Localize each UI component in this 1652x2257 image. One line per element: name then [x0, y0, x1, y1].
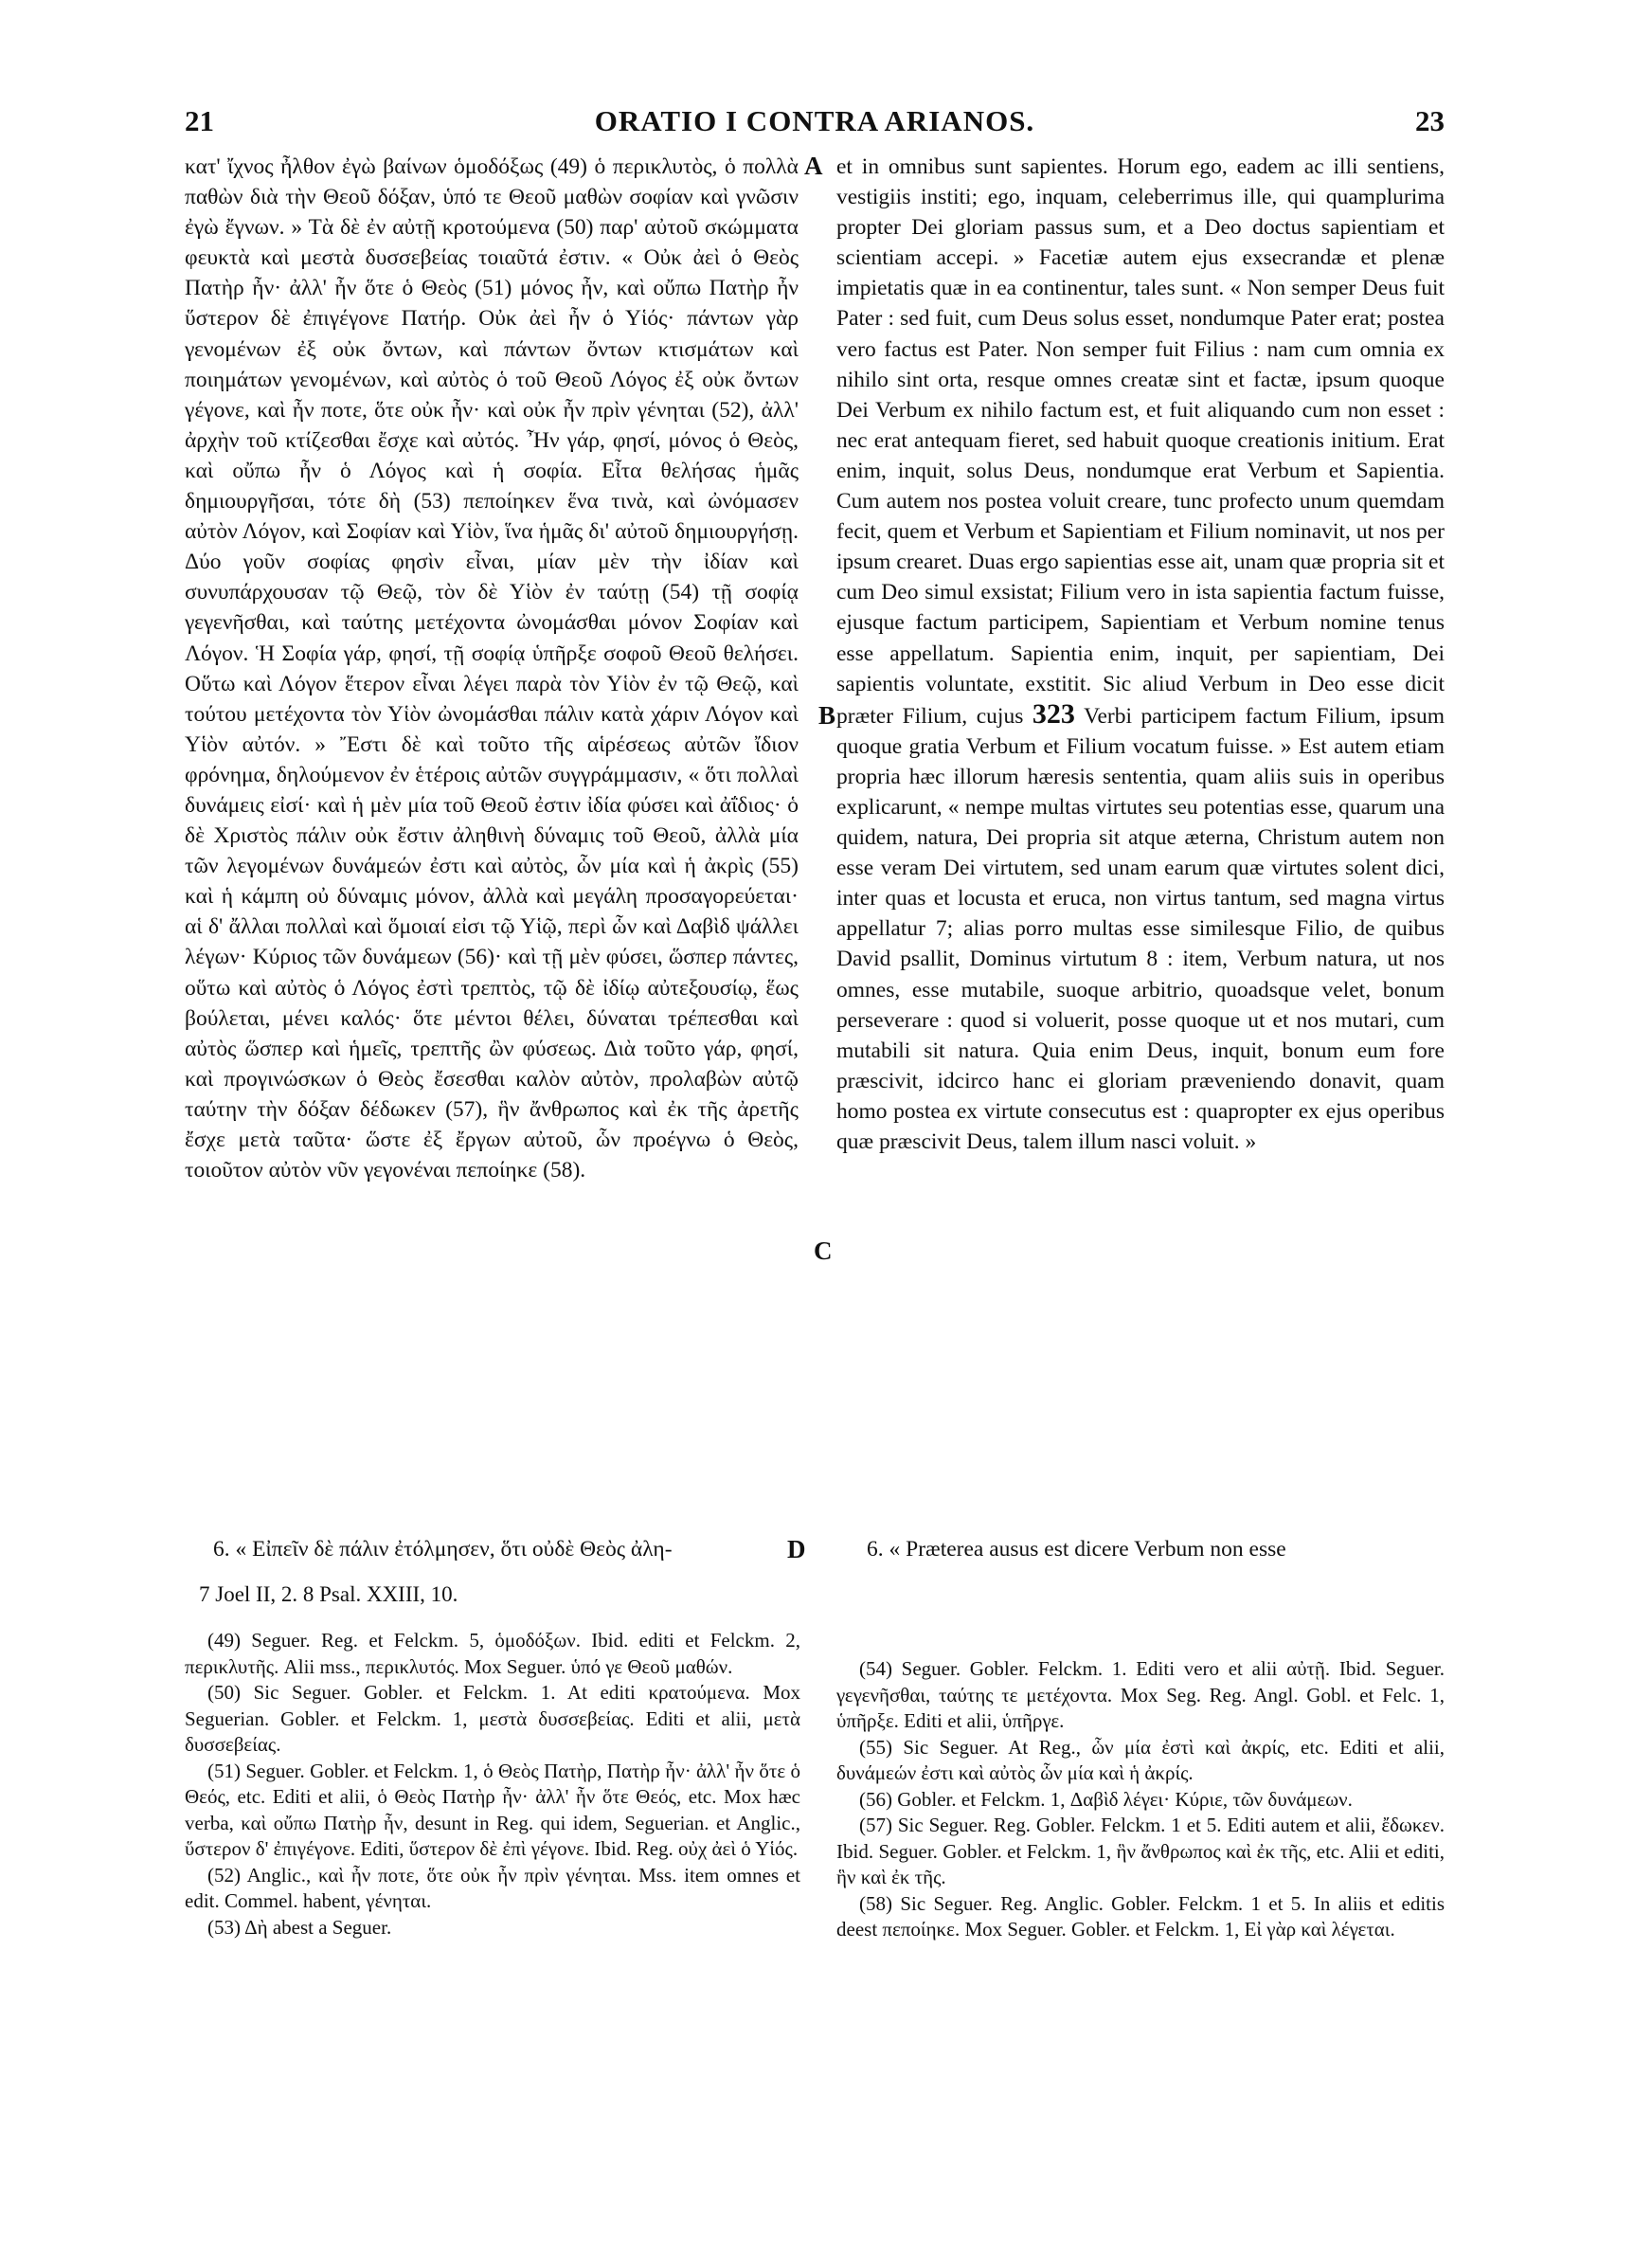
- page-number-left: 21: [185, 104, 214, 137]
- footnote: (51) Seguer. Gobler. et Felckm. 1, ὁ Θεὸς Πατὴρ, Πατὴρ ἦν· ἀλλ' ἦν ὅτε ὁ Θεός, etc. Editi et alii, ὁ Θεὸς Πατὴρ ἦν· ἀλλ' ἦν ὅτε Θεός, etc. Mox hæc verba, καὶ οὔπω Πατὴρ ἦν, desunt in Reg. qui idem, Seguerian. et Anglic., ὕστερον δ' ἐπιγέγονε. Editi, ὕστερον δὲ ἐπὶ γέγονε. Ibid. Reg. οὐχ ἀεὶ ὁ Υἱός.: [185, 1759, 800, 1860]
- inline-page-number: 323: [1032, 697, 1075, 730]
- page-number-right: 23: [1415, 104, 1445, 137]
- footnote: (56) Gobler. et Felckm. 1, Δαβὶδ λέγει· Κύριε, τῶν δυνάμεων.: [859, 1787, 1353, 1811]
- margin-letter-c: C: [814, 1237, 833, 1265]
- bible-references: 7 Joel II, 2. 8 Psal. XXIII, 10.: [199, 1582, 458, 1606]
- greek-paragraph: κατ' ἴχνος ἦλθον ἐγὼ βαίνων ὁμοδόξως (49) ὁ περικλυτὸς, ὁ πολλὰ παθὼν διὰ τὴν Θεοῦ δόξαν, ὑπό τε Θεοῦ μαθὼν σοφίαν καὶ γνῶσιν ἐγὼ ἔγνων. » Τὰ δὲ ἐν αὐτῇ κροτούμενα (50) παρ' αὐτοῦ σκώμματα φευκτὰ καὶ μεστὰ δυσσεβείας τοιαῦτά ἐστιν. « Οὐκ ἀεὶ ὁ Θεὸς Πατὴρ ἦν· ἀλλ' ἦν ὅτε ὁ Θεὸς (51) μόνος ἦν, καὶ οὔπω Πατὴρ ἦν ὕστερον δὲ ἐπιγέγονε Πατήρ. Οὐκ ἀεὶ ἦν ὁ Υἱός· πάντων γὰρ γενομένων ἐξ οὐκ ὄντων, καὶ πάντων ὄντων κτισμάτων καὶ ποιημάτων γενομένων, καὶ αὐτὸς ὁ τοῦ Θεοῦ Λόγος ἐξ οὐκ ὄντων γέγονε, καὶ ἦν ποτε, ὅτε οὐκ ἦν· καὶ οὐκ ἦν πρὶν γένηται (52), ἀλλ' ἀρχὴν τοῦ κτίζεσθαι ἔσχε καὶ αὐτός. Ἦν γάρ, φησί, μόνος ὁ Θεὸς, καὶ οὔπω ἦν ὁ Λόγος καὶ ἡ σοφία. Εἶτα θελήσας ἡμᾶς δημιουργῆσαι, τότε δὴ (53) πεποίηκεν ἕνα τινὰ, καὶ ὠνόμασεν αὐτὸν Λόγον, καὶ Σοφίαν καὶ Υἱὸν, ἵνα ἡμᾶς δι' αὐτοῦ δημιουργήσῃ. Δύο γοῦν σοφίας φησὶν εἶναι, μίαν μὲν τὴν ἰδίαν καὶ συνυπάρχουσαν τῷ Θεῷ, τὸν δὲ Υἱὸν ἐν ταύτῃ (54) τῇ σοφίᾳ γεγενῆσθαι, καὶ ταύτης μετέχοντα ὠνομάσθαι μόνον Σοφίαν καὶ Λόγον. Ἡ Σοφία γάρ, φησί, τῇ σοφίᾳ ὑπῆρξε σοφοῦ Θεοῦ θελήσει. Οὕτω καὶ Λόγον ἕτερον εἶναι λέγει παρὰ τὸν Υἱὸν ἐν τῷ Θεῷ, καὶ τούτου μετέχοντα τὸν Υἱὸν ὠνομάσθαι πάλιν κατὰ χάριν Λόγον καὶ Υἱὸν αὐτόν. » Ἔστι δὲ καὶ τοῦτο τῆς αἱρέσεως αὐτῶν ἴδιον φρόνημα, δηλούμενον ἐν ἑτέροις αὐτῶν συγγράμμασιν, « ὅτι πολλαὶ δυνάμεις εἰσί· καὶ ἡ μὲν μία τοῦ Θεοῦ ἐστιν ἰδία φύσει καὶ ἀΐδιος· ὁ δὲ Χριστὸς πάλιν οὐκ ἔστιν ἀληθινὴ δύναμις τοῦ Θεοῦ, ἀλλὰ μία τῶν λεγομένων δυνάμεών ἐστι καὶ αὐτὸς, ὧν μία καὶ ἡ ἀκρὶς (55) καὶ ἡ κάμπη οὐ δύναμις μόνον, ἀλλὰ καὶ μεγάλη προσαγορεύεται· αἱ δ' ἄλλαι πολλαὶ καὶ ὅμοιαί εἰσι τῷ Υἱῷ, περὶ ὧν καὶ Δαβὶδ ψάλλει λέγων· Κύριος τῶν δυνάμεων (56)· καὶ τῇ μὲν φύσει, ὥσπερ πάντες, οὕτω καὶ αὐτὸς ὁ Λόγος ἐστὶ τρεπτὸς, τῷ δὲ ἰδίῳ αὐτεξουσίῳ, ἕως βούλεται, μένει καλός· ὅτε μέντοι θέλει, δύναται τρέπεσθαι καὶ αὐτὸς ὥσπερ καὶ ἡμεῖς, τρεπτῆς ὢν φύσεως. Διὰ τοῦτο γάρ, φησί, καὶ προγινώσκων ὁ Θεὸς ἔσεσθαι καλὸν αὐτὸν, προλαβὼν αὐτῷ ταύτην τὴν δόξαν δέδωκεν (57), ἣν ἄνθρωπος καὶ ἐκ τῆς ἀρετῆς ἔσχε μετὰ ταῦτα· ὥστε ἐξ ἔργων αὐτοῦ, ὧν προέγνω ὁ Θεὸς, τοιοῦτον αὐτὸν νῦν γεγονέναι πεποίηκε (58).: [185, 154, 799, 1183]
- page-title: ORATIO I CONTRA ARIANOS.: [594, 104, 1035, 137]
- margin-letter-a: A: [804, 152, 823, 180]
- footnote: (49) Seguer. Reg. et Felckm. 5, ὁμοδόξων. Ibid. editi et Felckm. 2, περικλυτῆς. Alii mss., περικλυτός. Mox Seguer. ὑπό γε Θεοῦ μαθών.: [185, 1629, 800, 1678]
- latin-text-part-1: et in omnibus sunt sapientes. Horum ego, eadem ac illi sentiens, vestigiis institi; ego, inquam, celeberrimus ille, qui quamplurima propter Dei gloriam passus sum, et a Deo doctus sapientiam et scientiam accepi. » Facetiæ autem ejus exsecrandæ et plenæ impietatis quæ in ea continentur, tales sunt. « Non semper Deus fuit Pater : sed fuit, cum Deus solus esset, nondumque Pater erat; postea vero factus est Pater. Non semper fuit Filius : nam cum omnia ex nihilo sint orta, resque omnes creatæ sint et factæ, ipsum quoque Dei Verbum ex nihilo factum est, et fuit aliquando cum non esset : nec erat antequam fieret, sed habuit quoque creationis initium. Erat enim, inquit, solus Deus, nondumque erat Verbum et Sapientia. Cum autem nos postea voluit creare, tunc profecto unum quemdam fecit, quem et Verbum et Sapientiam et Filium nominavit, ut nos per ipsum crearet. Duas ergo sapientias esse ait, unam quæ propria sit et cum Deo simul exsistat; Filium vero in ista sapientia factum fuisse, ejusque factum participem, Sapientiam et Verbum nomine tenus esse appellatum. Sapientia enim, inquit, per sapientiam, Dei sapientis voluntate, exstitit. Sic aliud Verbum in Deo esse dicit præter Filium, cujus: [836, 154, 1445, 729]
- running-header: [185, 104, 1445, 150]
- margin-letter-b: B: [818, 701, 836, 730]
- footnote: (52) Anglic., καὶ ἦν ποτε, ὅτε οὐκ ἦν πρὶν γένηται. Mss. item omnes et edit. Commel. habent, γένηται.: [185, 1863, 800, 1912]
- section-6-greek: 6. « Εἰπεῖν δὲ πάλιν ἐτόλμησεν, ὅτι οὐδὲ Θεὸς ἀλη-: [213, 1537, 673, 1562]
- footnote: (58) Sic Seguer. Reg. Anglic. Gobler. Felckm. 1 et 5. In aliis et editis deest πεποίηκε. Mox Seguer. Gobler. et Felckm. 1, Εἰ γὰρ καὶ λέγεται.: [836, 1891, 1445, 1941]
- latin-column: [836, 152, 1445, 1526]
- margin-letter-d: D: [787, 1535, 806, 1563]
- footnotes-right: [836, 1656, 1445, 2206]
- footnotes-left: [185, 1628, 800, 2196]
- section-6-latin: 6. « Præterea ausus est dicere Verbum non esse: [867, 1537, 1286, 1562]
- footnote: (50) Sic Seguer. Gobler. et Felckm. 1. At editi κρατούμενα. Mox Seguerian. Gobler. et Felckm. 1, μεστὰ δυσσεβείας. Editi et alii, μετὰ δυσσεβείας.: [185, 1681, 800, 1756]
- footnote: (55) Sic Seguer. At Reg., ὧν μία ἐστὶ καὶ ἀκρίς, etc. Editi et alii, δυνάμεών ἐστι καὶ αὐτὸς ὧν μία καὶ ἡ ἀκρίς.: [836, 1735, 1445, 1784]
- footnote: (57) Sic Seguer. Reg. Gobler. Felckm. 1 et 5. Editi autem et alii, ἔδωκεν. Ibid. Seguer. Gobler. et Felckm. 1, ἣν ἄνθρωπος καὶ ἐκ τῆς, etc. Alii et editi, ἣν καὶ ἐκ τῆς.: [836, 1814, 1445, 1888]
- footnote: (54) Seguer. Gobler. Felckm. 1. Editi vero et alii αὐτῇ. Ibid. Seguer. γεγενῆσθαι, ταύτης τε μετέχοντα. Mox Seg. Reg. Angl. Gobl. et Felc. 1, ὑπῆρξε. Editi et alii, ὑπῆργε.: [836, 1657, 1445, 1732]
- latin-paragraph: [836, 152, 1445, 1157]
- page: [185, 104, 1445, 2208]
- latin-text-part-2: Verbi participem factum Filium, ipsum quoque gratia Verbum et Filium vocatum fuisse. » Est autem etiam propria hæc illorum hæresis sententia, quam aliis suis in operibus explicarunt, « nempe multas virtutes seu potentias esse, quarum una quidem, natura, Dei propria sit atque æterna, Christum autem non esse veram Dei virtutem, sed unam earum quæ virtutes solent dici, inter quas et locusta et eruca, non virtus tantum, sed magna virtus appellatur 7; alias porro multas esse similesque Filio, de quibus David psallit, Dominus virtutum 8 : item, Verbum natura, ut nos omnes, esse mutabile, suoque arbitrio, quoadsque velet, bonum perseverare : quod si voluerit, posse quoque ut et nos mutari, cum mutabili sit natura. Quia enim Deus, inquit, bonum eum fore præscivit, idcirco hanc ei gloriam præveniendo donavit, quam homo postea ex virtute consecutus est : quapropter ex ejus operibus quæ præscivit Deus, talem illum nasci voluit. »: [836, 703, 1445, 1154]
- greek-column: [185, 152, 799, 1526]
- footnote: (53) Δὴ abest a Seguer.: [207, 1915, 392, 1939]
